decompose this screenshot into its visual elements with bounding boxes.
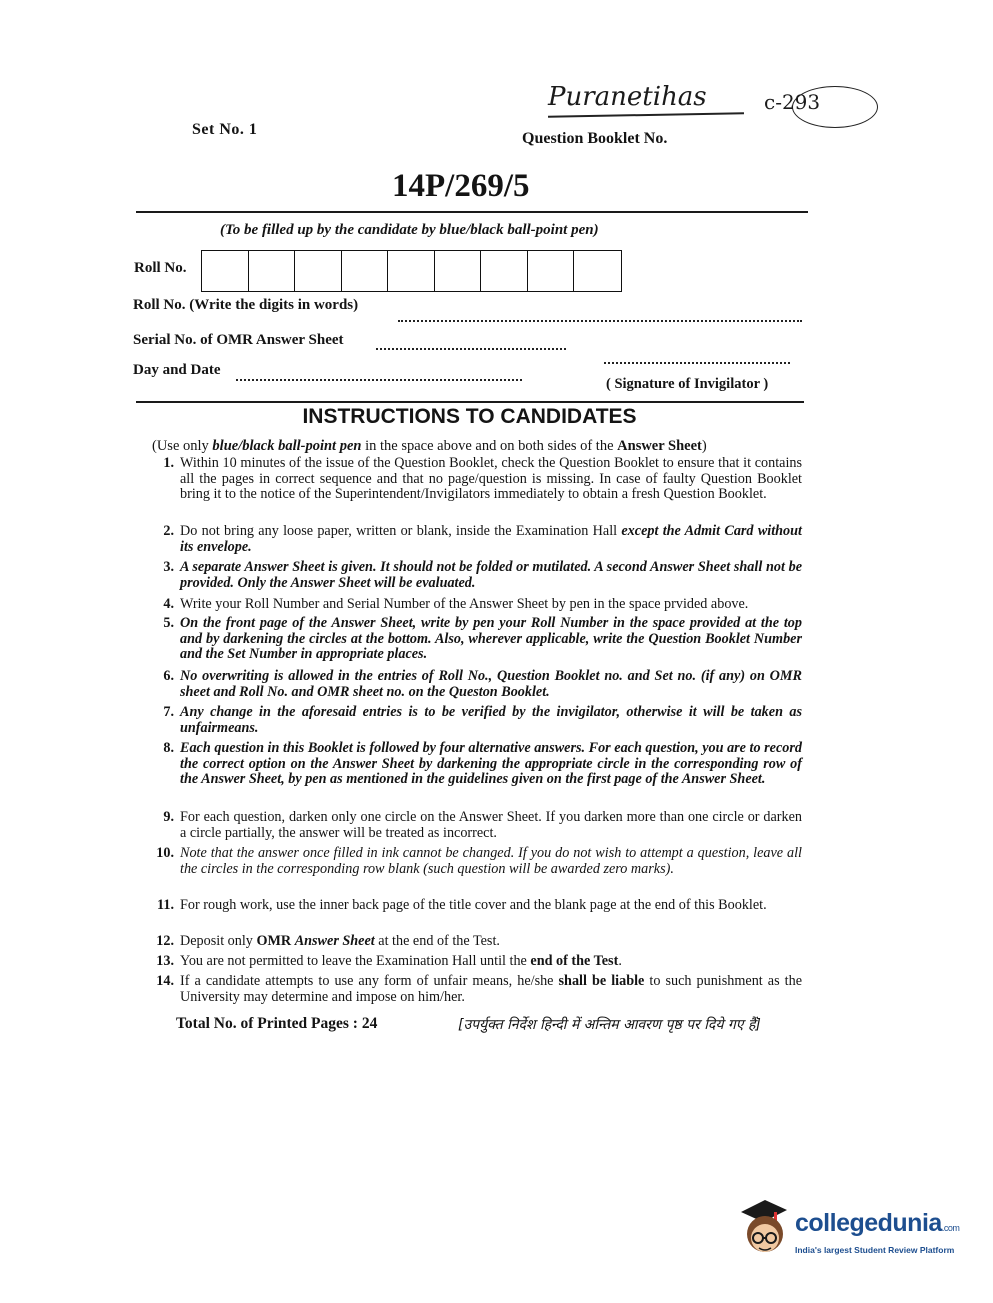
instruction-item-8: 8. Each question in this Booklet is followed by four alternative answers. For each question, you are to record the correct option on the Answer Sheet by darkening the appropriate circle in the corresponding row of the Answer Sheet, by pen as mentioned in the guidelines given on the first page of the Answer Sheet. xyxy=(163,740,802,787)
instruction-item-12: 12. Deposit only OMR Answer Sheet at the end of the Test. xyxy=(156,933,500,949)
booklet-number-label: Question Booklet No. xyxy=(522,130,668,147)
fill-note: (To be filled up by the candidate by blue/black ball-point pen) xyxy=(220,222,599,238)
hindi-note: [उपर्युक्त निर्देश हिन्दी में अन्तिम आवरण पृष्ठ पर दिये गए हैं] xyxy=(458,1017,761,1033)
instruction-item-10: 10. Note that the answer once filled in ink cannot be changed. If you do not wish to attempt a question, leave all the circles in the corresponding row blank (such question will be awarded zero marks). xyxy=(156,845,802,877)
day-date-label: Day and Date xyxy=(133,362,221,378)
serial-no-line[interactable] xyxy=(376,348,566,350)
instruction-item-1: 1. Within 10 minutes of the issue of the Question Booklet, check the Question Booklet to ensure that it contains all the pages in correct sequence and that no page/question is missing. In case of faulty Question Booklet bring it to the notice of the Superintendent/Invigilators immediately to obtain a fresh Question Booklet. xyxy=(163,455,802,502)
paper-code: 14P/269/5 xyxy=(392,168,530,204)
collegedunia-logo-icon xyxy=(735,1196,793,1260)
instruction-item-2: 2. Do not bring any loose paper, written or blank, inside the Examination Hall except the Admit Card without its envelope. xyxy=(163,523,802,555)
instruction-item-5: 5. On the front page of the Answer Sheet, write by pen your Roll Number in the space provided at the top and by darkening the circles at the bottom. Also, wherever applicable, write the Question Booklet Number and the Set Number in appropriate places. xyxy=(163,615,802,662)
instruction-item-6: 6. No overwriting is allowed in the entries of Roll No., Question Booklet no. and Set no. (if any) on OMR sheet and Roll No. and OMR sheet no. on the Queston Booklet. xyxy=(163,668,802,700)
total-pages: Total No. of Printed Pages : 24 xyxy=(176,1015,378,1032)
roll-no-words-line[interactable] xyxy=(398,320,802,322)
day-date-line[interactable] xyxy=(236,379,522,381)
instruction-item-4: 4. Write your Roll Number and Serial Number of the Answer Sheet by pen in the space prvided above. xyxy=(163,596,749,612)
form-bottom-rule xyxy=(136,401,804,403)
roll-digit-box[interactable] xyxy=(528,251,575,291)
serial-no-label: Serial No. of OMR Answer Sheet xyxy=(133,332,344,348)
instructions-note: (Use only blue/black ball-point pen in the space above and on both sides of the Answer Sheet) xyxy=(152,438,707,454)
collegedunia-tagline: India's largest Student Review Platform xyxy=(795,1245,955,1255)
handwritten-code: c-293 xyxy=(764,90,821,114)
roll-digit-box[interactable] xyxy=(388,251,435,291)
roll-no-boxes[interactable] xyxy=(201,250,622,292)
roll-no-label: Roll No. xyxy=(134,260,187,276)
instruction-item-3: 3. A separate Answer Sheet is given. It should not be folded or mutilated. A second Answer Sheet shall not be provided. Only the Answer Sheet will be evaluated. xyxy=(163,559,802,591)
roll-digit-box[interactable] xyxy=(574,251,621,291)
roll-digit-box[interactable] xyxy=(249,251,296,291)
roll-no-words-label: Roll No. (Write the digits in words) xyxy=(133,297,359,313)
handwritten-note: Puranetihas xyxy=(548,82,707,112)
instruction-item-11: 11. For rough work, use the inner back page of the title cover and the blank page at the end of this Booklet. xyxy=(157,897,767,913)
instruction-item-9: 9. For each question, darken only one circle on the Answer Sheet. If you darken more than one circle or darken a circle partially, the answer will be treated as incorrect. xyxy=(163,809,802,841)
signature-label: ( Signature of Invigilator ) xyxy=(606,376,769,392)
handwritten-underline xyxy=(548,112,744,117)
top-rule xyxy=(136,211,808,213)
instructions-heading: INSTRUCTIONS TO CANDIDATES xyxy=(302,405,637,428)
instruction-item-7: 7. Any change in the aforesaid entries is to be verified by the invigilator, otherwise it will be taken as unfairmeans. xyxy=(163,704,802,736)
roll-digit-box[interactable] xyxy=(481,251,528,291)
set-number: Set No. 1 xyxy=(192,121,258,138)
collegedunia-wordmark[interactable]: collegedunia.com xyxy=(795,1209,960,1237)
roll-digit-box[interactable] xyxy=(295,251,342,291)
roll-digit-box[interactable] xyxy=(342,251,389,291)
signature-line[interactable] xyxy=(604,362,790,364)
roll-digit-box[interactable] xyxy=(202,251,249,291)
roll-digit-box[interactable] xyxy=(435,251,482,291)
instruction-item-14: 14. If a candidate attempts to use any form of unfair means, he/she shall be liable to such punishment as the University may determine and impose on him/her. xyxy=(156,973,802,1005)
instruction-item-13: 13. You are not permitted to leave the Examination Hall until the end of the Test. xyxy=(156,953,622,969)
